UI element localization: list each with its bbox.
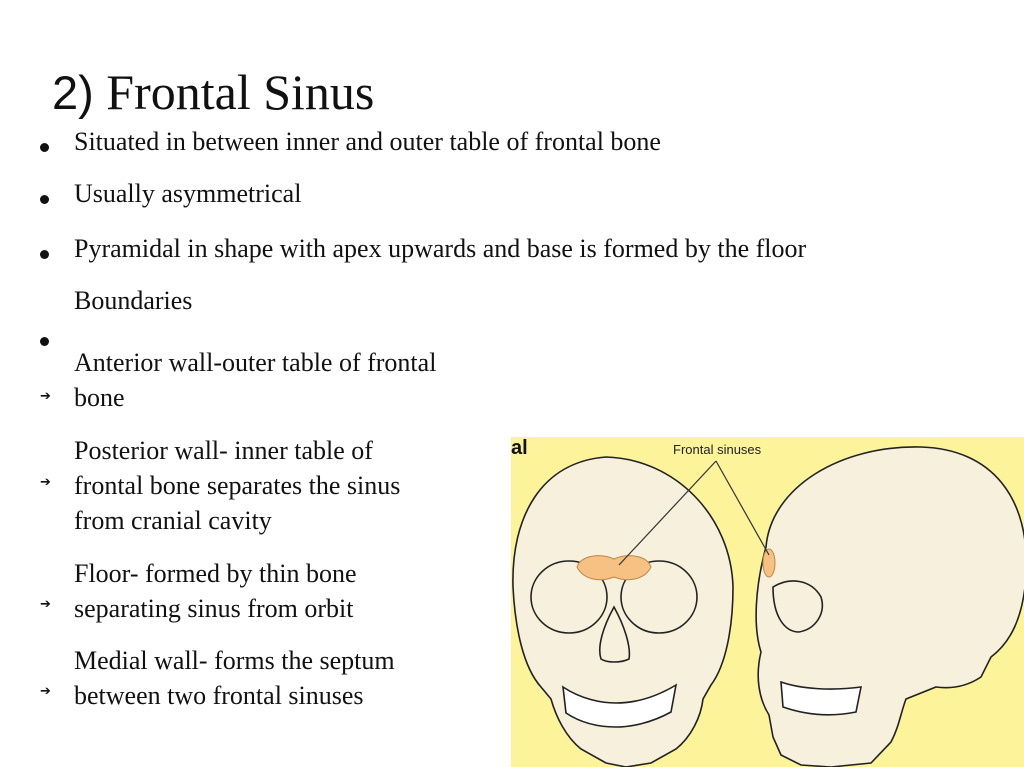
arrow-bullet-icon: ➔ [40, 389, 51, 404]
sub-item-line: Medial wall- forms the septum [74, 646, 395, 675]
front-skull [513, 457, 733, 767]
bullet-text: Situated in between inner and outer table of frontal bone [74, 127, 661, 156]
sub-item-line: bone [74, 383, 125, 412]
bullet-text: Pyramidal in shape with apex upwards and base is formed by the floor [74, 234, 807, 263]
sub-item-line: from cranial cavity [74, 506, 272, 535]
frontal-sinuses-label: Frontal sinuses [673, 442, 762, 457]
side-skull [756, 447, 1024, 767]
sub-item-line: frontal bone separates the sinus [74, 471, 401, 500]
bullet-dot [40, 250, 49, 259]
sub-item-line: Floor- formed by thin bone [74, 559, 357, 588]
skull-illustration [511, 437, 1024, 767]
skull-drawing [511, 437, 1024, 767]
arrow-bullet-icon: ➔ [40, 597, 51, 612]
bullet-text: Boundaries [74, 286, 193, 315]
sub-item-line: between two frontal sinuses [74, 681, 364, 710]
sub-item-line: Anterior wall-outer table of frontal [74, 348, 437, 377]
slide-title [52, 62, 374, 123]
sub-item-line: Posterior wall- inner table of [74, 436, 373, 465]
bullet-dot [40, 337, 49, 346]
cropped-figure-text: al [511, 437, 528, 459]
title-text: Frontal Sinus [106, 64, 375, 120]
title-number: 2) [52, 66, 94, 119]
bullet-dot [40, 195, 49, 204]
sub-item-line: separating sinus from orbit [74, 594, 354, 623]
arrow-bullet-icon: ➔ [40, 684, 51, 699]
arrow-bullet-icon: ➔ [40, 475, 51, 490]
bullet-dot [40, 143, 49, 152]
bullet-text: Usually asymmetrical [74, 179, 302, 208]
